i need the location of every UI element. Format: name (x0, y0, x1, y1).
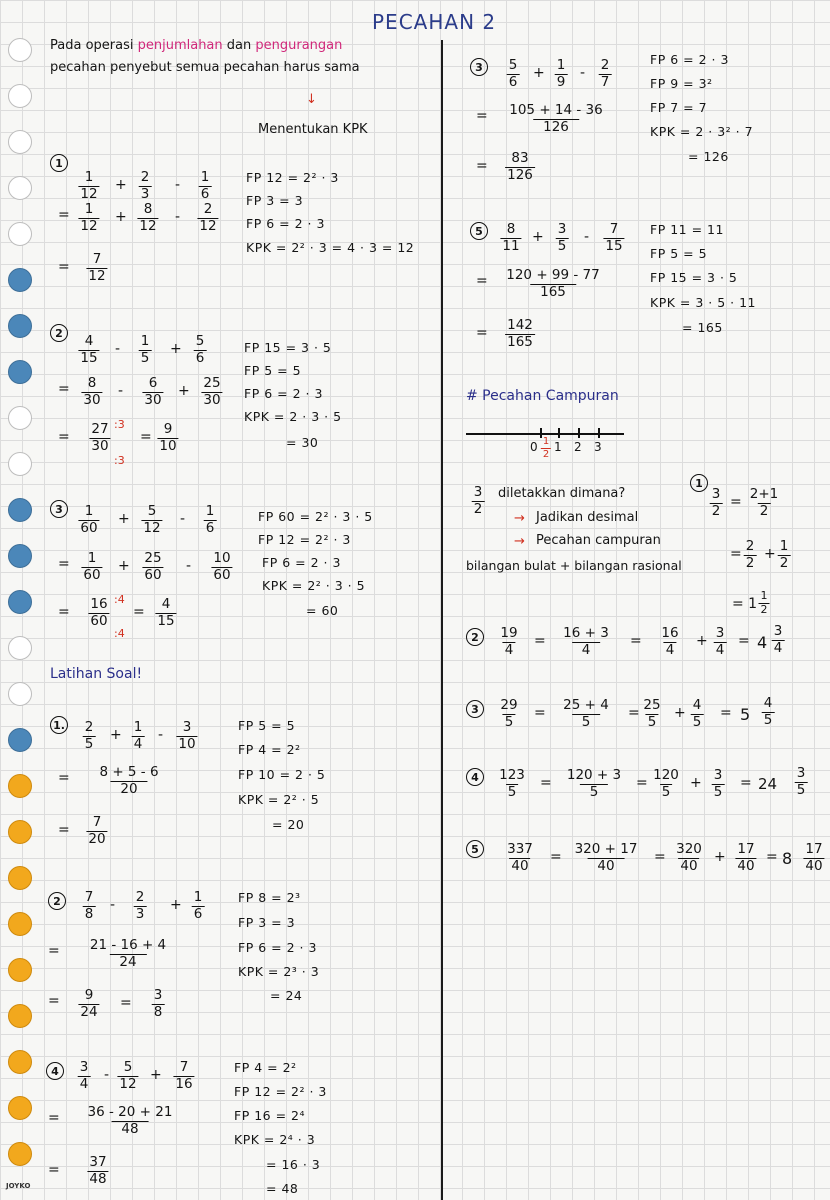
fraction: $\frac{2}{3}$ (135, 889, 145, 922)
kpk-result: = 126 (688, 149, 729, 164)
simplified-fraction: $\frac{9}{10}$ (159, 421, 177, 454)
section-heading-kpk: Menentukan KPK (258, 122, 368, 137)
fraction: $\frac{5}{12}$ (119, 1059, 137, 1092)
mixed-fraction-part: $\frac{3}{5}$ (796, 765, 806, 798)
divide-note: :4 (114, 593, 125, 606)
fraction: $\frac{1}{5}$ (140, 333, 150, 366)
fraction: $\frac{3}{10}$ (178, 719, 196, 752)
combined-fraction: $\frac{8 + 5 - 6}{20}$ (99, 764, 159, 797)
fraction: $\frac{25}{60}$ (144, 550, 162, 583)
factor-line: FP 6 = 2 · 3 (262, 555, 341, 570)
factor-line: FP 5 = 5 (238, 718, 296, 733)
exercise-number: 2 (48, 892, 66, 910)
binder-hole (8, 84, 32, 108)
fraction: $\frac{3}{2}$ (711, 486, 721, 519)
rule-text: bilangan bulat + bilangan rasional (466, 558, 682, 573)
binder-hole (8, 222, 32, 246)
binder-hole (8, 1096, 32, 1120)
exercise-number: 3 (470, 58, 488, 76)
number-line-label: 3 (594, 440, 602, 454)
binder-hole (8, 636, 32, 660)
combined-fraction: $\frac{120 + 99 - 77}{165}$ (506, 267, 600, 300)
factor-line: FP 6 = 2 · 3 (650, 52, 729, 67)
fraction: $\frac{4}{5}$ (692, 697, 702, 730)
binder-hole (8, 820, 32, 844)
result-fraction: $\frac{83}{126}$ (507, 150, 533, 183)
fraction: $\frac{1}{2}$ (779, 538, 789, 571)
fraction: $\frac{1}{60}$ (80, 503, 98, 536)
fraction: $\frac{1}{9}$ (556, 57, 566, 90)
intro-line-2: pecahan penyebut semua pecahan harus sama (50, 60, 360, 75)
fraction: $\frac{16}{4}$ (661, 625, 679, 658)
fraction: $\frac{2}{5}$ (84, 719, 94, 752)
kpk-result: = 165 (682, 320, 723, 335)
combined-fraction: $\frac{36 - 20 + 21}{48}$ (87, 1104, 173, 1137)
kpk-step: = 16 · 3 (266, 1157, 321, 1172)
factor-line: FP 15 = 3 · 5 (650, 270, 738, 285)
fraction: $\frac{5}{6}$ (195, 333, 205, 366)
binder-hole (8, 452, 32, 476)
fraction: $\frac{1}{12}$ (80, 169, 98, 202)
example-number: 2 (50, 324, 68, 342)
binder-hole (8, 1004, 32, 1028)
exercise-number: 4 (46, 1062, 64, 1080)
combined-fraction: $\frac{21 - 16 + 4}{24}$ (89, 937, 167, 970)
kpk-line: KPK = 3 · 5 · 11 (650, 295, 757, 310)
factor-line: FP 15 = 3 · 5 (244, 340, 332, 355)
mixed-fraction-part: $\frac{1}{2}$ (760, 589, 768, 616)
mixed-whole: 8 (782, 849, 793, 868)
mixed-whole: = 1 (732, 596, 758, 612)
fraction: $\frac{1}{12}$ (80, 201, 98, 234)
kpk-result: = 24 (270, 988, 303, 1003)
binder-hole (8, 544, 32, 568)
fraction: $\frac{6}{30}$ (144, 375, 162, 408)
fraction: $\frac{1}{6}$ (205, 503, 215, 536)
fraction: $\frac{2}{2}$ (745, 538, 755, 571)
kpk-line: KPK = 2 · 3 · 5 (244, 409, 342, 424)
fraction: $\frac{1}{6}$ (193, 889, 203, 922)
factor-line: FP 3 = 3 (238, 915, 296, 930)
kpk-result: = 60 (306, 603, 339, 618)
intro-line-1: Pada operasi penjumlahan dan pengurangan (50, 38, 343, 53)
fraction: $\frac{25}{5}$ (643, 697, 661, 730)
factor-line: FP 4 = 2² (238, 742, 301, 757)
fraction: $\frac{2+1}{2}$ (749, 486, 779, 519)
result-fraction: $\frac{9}{24}$ (80, 987, 98, 1020)
fraction: $\frac{320}{40}$ (676, 841, 702, 874)
factor-line: FP 11 = 11 (650, 222, 724, 237)
kpk-result: = 20 (272, 817, 305, 832)
fraction: $\frac{17}{40}$ (737, 841, 755, 874)
fraction: $\frac{120}{5}$ (653, 767, 679, 800)
result-fraction: $\frac{7}{20}$ (88, 814, 106, 847)
question-fraction: $\frac{3}{2}$ (473, 484, 483, 517)
result-fraction: $\frac{37}{48}$ (89, 1154, 107, 1187)
result-fraction: $\frac{16}{60}$ (90, 596, 108, 629)
fraction: $\frac{10}{60}$ (213, 550, 231, 583)
brand-mark: JOYKO (6, 1182, 31, 1190)
fraction: $\frac{320 + 17}{40}$ (574, 841, 638, 874)
fraction: $\frac{3}{5}$ (557, 221, 567, 254)
example-number: 4 (466, 768, 484, 786)
mixed-whole: 5 (740, 705, 751, 724)
fraction: $\frac{8}{11}$ (502, 221, 520, 254)
binder-hole (8, 176, 32, 200)
binder-hole (8, 498, 32, 522)
mixed-fraction-part: $\frac{17}{40}$ (805, 841, 823, 874)
right-arrow-icon: → (514, 534, 525, 549)
fraction: $\frac{19}{4}$ (500, 625, 518, 658)
binder-hole (8, 958, 32, 982)
factor-line: FP 4 = 2² (234, 1060, 297, 1075)
fraction: $\frac{16 + 3}{4}$ (563, 625, 609, 658)
right-arrow-icon: → (514, 511, 525, 526)
mixed-whole: 4 (757, 633, 768, 652)
fraction: $\frac{7}{16}$ (175, 1059, 193, 1092)
fraction: $\frac{4}{15}$ (80, 333, 98, 366)
kpk-line: KPK = 2 · 3² · 7 (650, 124, 754, 139)
result-fraction: $\frac{27}{30}$ (91, 421, 109, 454)
fraction: $\frac{7}{8}$ (84, 889, 94, 922)
example-number: 1 (50, 154, 68, 172)
combined-fraction: $\frac{105 + 14 - 36}{126}$ (509, 102, 603, 135)
binder-hole (8, 866, 32, 890)
binder-hole (8, 728, 32, 752)
fraction: $\frac{8}{30}$ (83, 375, 101, 408)
factor-line: FP 9 = 3² (650, 76, 713, 91)
fraction: $\frac{1}{6}$ (200, 169, 210, 202)
option-campuran: Pecahan campuran (536, 533, 661, 548)
section-heading-campuran: # Pecahan Campuran (466, 388, 619, 404)
fraction: $\frac{3}{5}$ (713, 767, 723, 800)
number-line-label: 1 (554, 440, 562, 454)
question-text: diletakkan dimana? (498, 486, 626, 501)
fraction: $\frac{2}{3}$ (140, 169, 150, 202)
fraction: $\frac{7}{15}$ (605, 221, 623, 254)
factor-line: FP 7 = 7 (650, 100, 708, 115)
example-number: 1 (690, 474, 708, 492)
factor-line: FP 6 = 2 · 3 (244, 386, 323, 401)
fraction: $\frac{5}{6}$ (508, 57, 518, 90)
number-line-label: 0 (530, 440, 538, 454)
example-number: 3 (50, 500, 68, 518)
factor-line: FP 12 = 2² · 3 (246, 170, 339, 185)
number-line-tick (578, 428, 580, 438)
half-marker: $\frac{1}{2}$ (542, 436, 550, 460)
mixed-fraction-part: $\frac{4}{5}$ (763, 695, 773, 728)
number-line (466, 433, 624, 435)
factor-line: FP 12 = 2² · 3 (258, 532, 351, 547)
fraction: $\frac{8}{12}$ (139, 201, 157, 234)
fraction: $\frac{2}{7}$ (600, 57, 610, 90)
binder-hole (8, 1050, 32, 1074)
fraction: $\frac{25 + 4}{5}$ (563, 697, 609, 730)
page-title: PECAHAN 2 (372, 10, 497, 34)
number-line-label: 2 (574, 440, 582, 454)
kpk-line: KPK = 2² · 3 = 4 · 3 = 12 (246, 240, 415, 255)
divide-note: :3 (114, 454, 125, 467)
latihan-heading: Latihan Soal! (50, 666, 143, 682)
kpk-line: KPK = 2² · 3 · 5 (262, 578, 366, 593)
mixed-fraction-part: $\frac{3}{4}$ (773, 623, 783, 656)
binder-hole (8, 314, 32, 338)
fraction: $\frac{123}{5}$ (499, 767, 525, 800)
option-desimal: Jadikan desimal (536, 510, 639, 525)
factor-line: FP 8 = 2³ (238, 890, 301, 905)
fraction: $\frac{29}{5}$ (500, 697, 518, 730)
factor-line: FP 60 = 2² · 3 · 5 (258, 509, 373, 524)
result-fraction: $\frac{142}{165}$ (507, 317, 533, 350)
factor-line: FP 3 = 3 (246, 193, 304, 208)
exercise-number: 1. (50, 716, 68, 734)
factor-line: FP 5 = 5 (244, 363, 302, 378)
factor-line: FP 6 = 2 · 3 (246, 216, 325, 231)
binder-hole (8, 130, 32, 154)
binder-hole (8, 38, 32, 62)
factor-line: FP 16 = 2⁴ (234, 1108, 305, 1123)
kpk-line: KPK = 2⁴ · 3 (234, 1132, 316, 1147)
divide-note: :3 (114, 418, 125, 431)
mixed-whole: 24 (758, 775, 778, 793)
simplified-fraction: $\frac{4}{15}$ (157, 596, 175, 629)
binder-hole (8, 360, 32, 384)
binder-hole (8, 774, 32, 798)
factor-line: FP 5 = 5 (650, 246, 708, 261)
factor-line: FP 6 = 2 · 3 (238, 940, 317, 955)
divide-note: :4 (114, 627, 125, 640)
fraction: $\frac{1}{60}$ (83, 550, 101, 583)
simplified-fraction: $\frac{3}{8}$ (153, 987, 163, 1020)
example-number: 2 (466, 628, 484, 646)
example-number: 5 (466, 840, 484, 858)
fraction: $\frac{25}{30}$ (203, 375, 221, 408)
kpk-result: = 30 (286, 435, 319, 450)
fraction: $\frac{2}{12}$ (199, 201, 217, 234)
binder-hole (8, 1142, 32, 1166)
binder-hole (8, 406, 32, 430)
factor-line: FP 12 = 2² · 3 (234, 1084, 327, 1099)
binder-hole (8, 590, 32, 614)
number-line-tick (558, 428, 560, 438)
fraction: $\frac{3}{4}$ (79, 1059, 89, 1092)
number-line-tick (598, 428, 600, 438)
fraction: $\frac{337}{40}$ (507, 841, 533, 874)
example-number: 3 (466, 700, 484, 718)
fraction: $\frac{120 + 3}{5}$ (566, 767, 622, 800)
binder-hole (8, 268, 32, 292)
down-arrow-icon: ↓ (306, 92, 317, 107)
fraction: $\frac{3}{4}$ (715, 625, 725, 658)
binder-hole (8, 912, 32, 936)
result-fraction: $\frac{7}{12}$ (88, 251, 106, 284)
fraction: $\frac{1}{4}$ (133, 719, 143, 752)
column-divider (441, 40, 443, 1200)
exercise-number: 5 (470, 222, 488, 240)
kpk-result: = 48 (266, 1181, 299, 1196)
fraction: $\frac{5}{12}$ (143, 503, 161, 536)
binder-hole (8, 682, 32, 706)
kpk-line: KPK = 2³ · 3 (238, 964, 320, 979)
kpk-line: KPK = 2² · 5 (238, 792, 320, 807)
factor-line: FP 10 = 2 · 5 (238, 767, 326, 782)
